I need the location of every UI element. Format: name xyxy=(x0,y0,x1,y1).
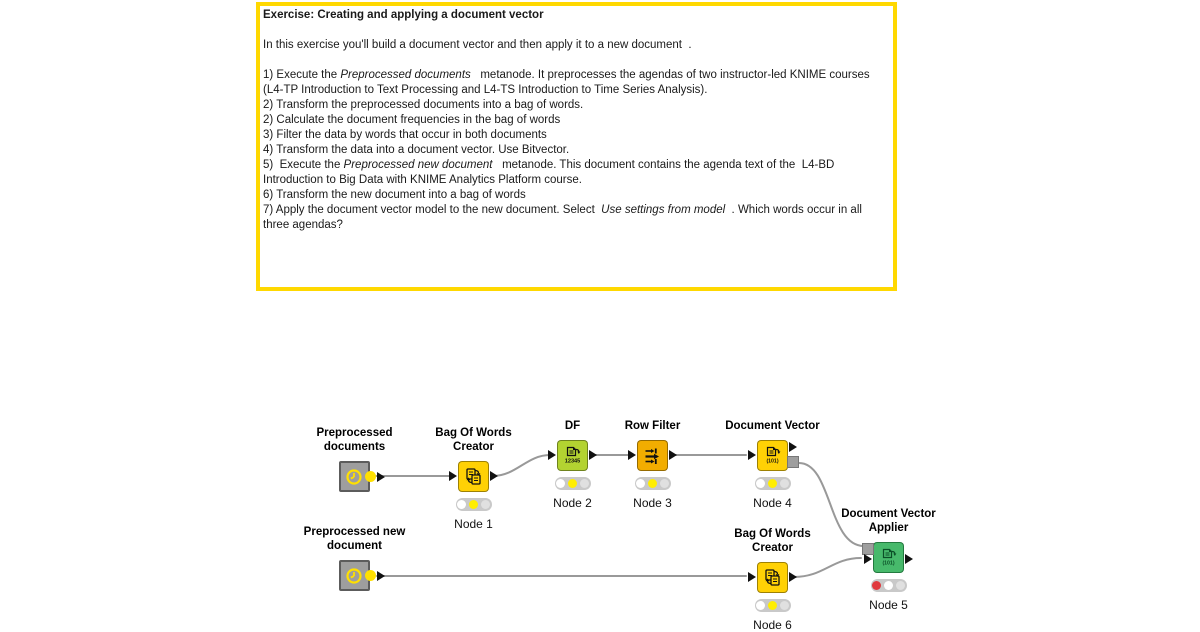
node-number: Node 4 xyxy=(753,496,792,510)
document-vector-icon xyxy=(761,444,784,467)
node-number: Node 1 xyxy=(454,517,493,531)
output-port[interactable] xyxy=(789,572,797,582)
node-title: Row Filter xyxy=(624,419,681,432)
input-port[interactable] xyxy=(628,450,636,460)
traffic-light xyxy=(755,599,791,612)
input-port[interactable] xyxy=(548,450,556,460)
output-port-arrow xyxy=(377,571,385,581)
traffic-light xyxy=(635,477,671,490)
node-title: Document Vector xyxy=(725,419,820,432)
metanode-preprocessed-documents[interactable] xyxy=(316,427,393,492)
node-bag-of-words-creator-2[interactable] xyxy=(734,528,811,632)
bag-of-words-icon xyxy=(463,466,484,487)
output-port[interactable] xyxy=(365,471,376,482)
clock-icon xyxy=(344,466,366,488)
wire-bow2-to-applier xyxy=(794,558,861,577)
node-title: Bag Of Words Creator xyxy=(435,427,512,453)
wire-bow1-to-df xyxy=(493,455,550,476)
node-document-vector-applier[interactable] xyxy=(841,508,936,612)
node-title: Document Vector Applier xyxy=(841,508,936,534)
step-5: 5) Execute the xyxy=(263,159,344,171)
node-number: Node 6 xyxy=(753,618,792,632)
output-port[interactable] xyxy=(490,471,498,481)
exercise-title: Exercise: Creating and applying a document vector xyxy=(263,9,544,21)
traffic-light xyxy=(871,579,907,592)
node-title: DF xyxy=(564,419,581,432)
node-bag-of-words-creator-1[interactable] xyxy=(435,427,512,531)
node-df[interactable] xyxy=(553,419,592,510)
node-number: Node 3 xyxy=(633,496,672,510)
input-port[interactable] xyxy=(864,554,872,564)
output-port[interactable] xyxy=(365,570,376,581)
step-7: 7) Apply the document vector model to the new document. Select xyxy=(263,204,602,216)
document-frequency-icon xyxy=(561,444,584,467)
input-port[interactable] xyxy=(748,450,756,460)
bag-of-words-icon xyxy=(762,567,783,588)
node-title: Bag Of Words Creator xyxy=(734,528,811,554)
output-port[interactable] xyxy=(589,450,597,460)
step-6: 6) Transform the new document into a bag of words xyxy=(263,189,526,201)
row-filter-icon xyxy=(642,445,663,466)
document-vector-applier-icon xyxy=(877,546,900,569)
traffic-light xyxy=(555,477,591,490)
step-1: 1) Execute the xyxy=(263,69,341,81)
node-document-vector[interactable] xyxy=(725,419,820,510)
node-number: Node 5 xyxy=(869,598,908,612)
svg-text:(101): (101) xyxy=(882,560,895,567)
clock-icon xyxy=(344,565,366,587)
svg-text:12345: 12345 xyxy=(564,458,581,465)
traffic-light xyxy=(456,498,492,511)
metanode-preprocessed-new-document[interactable] xyxy=(303,526,406,591)
input-port[interactable] xyxy=(449,471,457,481)
node-number: Node 2 xyxy=(553,496,592,510)
output-port[interactable] xyxy=(905,554,913,564)
step-2b: 2) Calculate the document frequencies in the bag of words xyxy=(263,114,561,126)
traffic-light xyxy=(755,477,791,490)
node-title: Preprocessed documents xyxy=(316,427,393,453)
step-4: 4) Transform the data into a document vector. Use Bitvector. xyxy=(263,144,570,156)
node-row-filter[interactable] xyxy=(624,419,681,510)
exercise-intro: In this exercise you'll build a document vector and then apply it to a new document . xyxy=(263,39,692,51)
exercise-steps: 1) Execute the Preprocessed documents metanode. It preprocesses the agendas of two instructor-led KNIME courses (L4-TP Introduction to Text Processing and L4-TS Introduction to Time Series Analysis). 2) Transform the preprocessed documents into a bag of words. 2) Calculate the document frequencies in the bag of words 3) Filter the data by words that occur in both documents 4) Transform the data into a document vector. Use Bitvector. 5) Execute the Preprocessed new document metanode. This document contains the agenda text of the L4-BD Introduction to Big Data with KNIME Analytics Platform course. 6) Transform the new document into a bag of words 7) Apply the document vector model to the new document. Select Use settings from model . Which words occur in all three agendas? xyxy=(263,69,873,231)
output-port[interactable] xyxy=(789,442,797,452)
model-output-port[interactable] xyxy=(787,456,799,468)
svg-text:(101): (101) xyxy=(766,458,779,465)
step-2a: 2) Transform the preprocessed documents into a bag of words. xyxy=(263,99,584,111)
output-port-arrow xyxy=(377,472,385,482)
step-3: 3) Filter the data by words that occur in both documents xyxy=(263,129,547,141)
output-port[interactable] xyxy=(669,450,677,460)
input-port[interactable] xyxy=(748,572,756,582)
node-title: Preprocessed new document xyxy=(303,526,406,552)
